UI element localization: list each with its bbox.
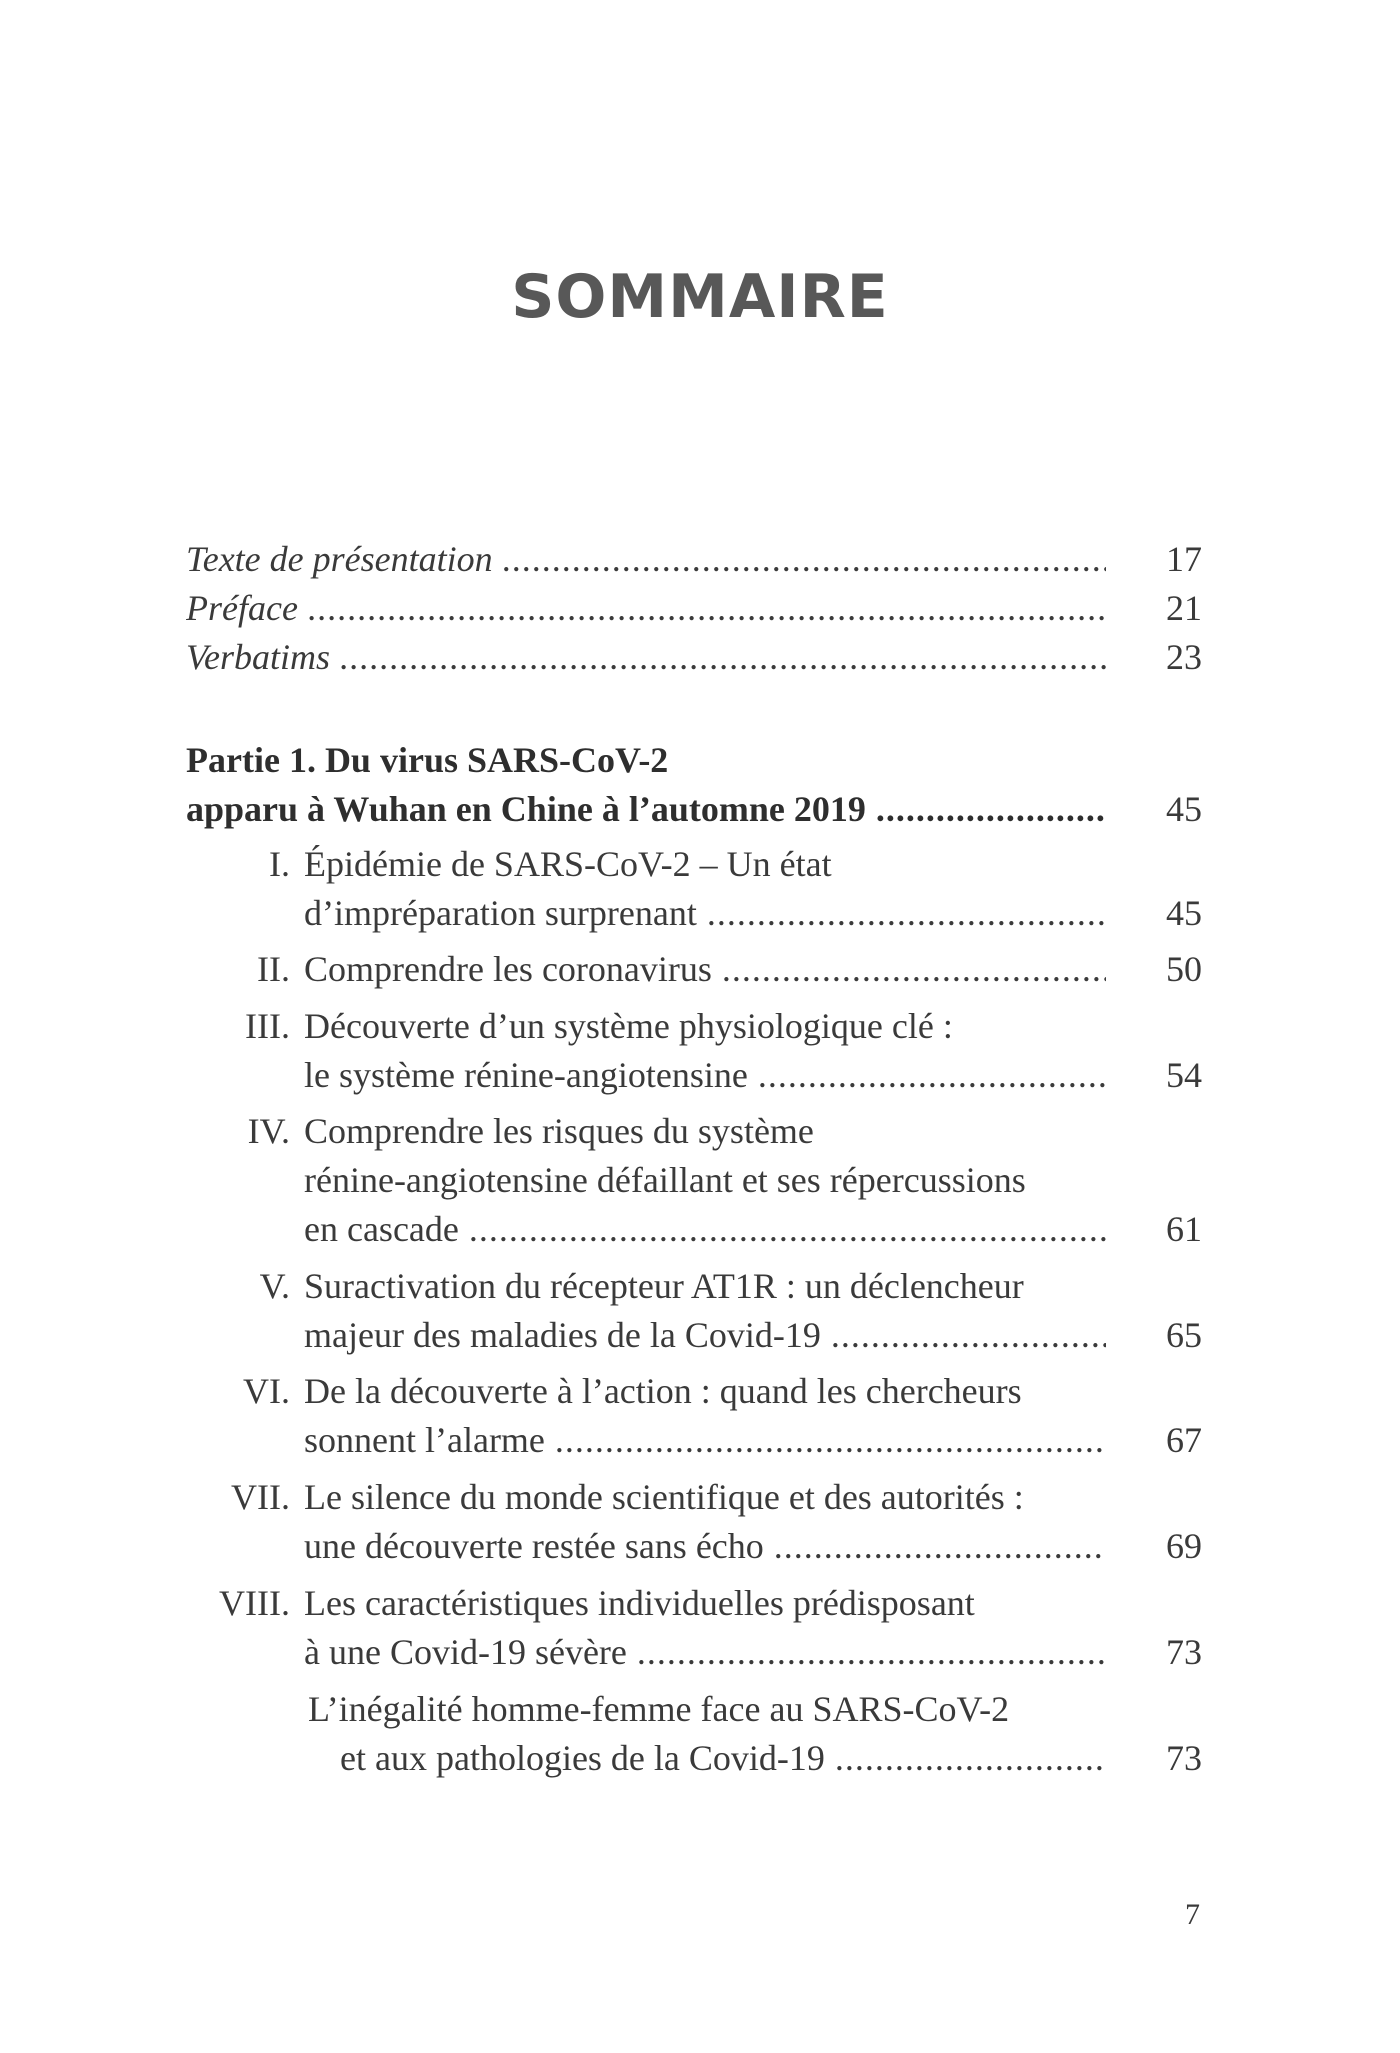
toc-page-number: 54	[1166, 1055, 1202, 1095]
chapter-title-line: Comprendre les risques du système	[304, 1111, 814, 1151]
toc-page-number: 17	[1166, 539, 1202, 579]
toc-entry-label: d’impréparation surprenant .....	[304, 888, 1106, 938]
toc-page-number: 23	[1166, 637, 1202, 677]
toc-entry-chapter-7[interactable]	[304, 1521, 1202, 1571]
toc-page-number: 61	[1166, 1209, 1202, 1249]
toc-entry-label: le système rénine-angiotensine .....	[304, 1050, 1106, 1100]
chapter-title-line: De la découverte à l’action : quand les chercheurs	[304, 1371, 1022, 1411]
page-title: SOMMAIRE	[511, 262, 889, 332]
toc-entry-label: et aux pathologies de la Covid-19 .....	[340, 1733, 1106, 1783]
toc-page-number: 21	[1166, 588, 1202, 628]
toc-entry-label: une découverte restée sans écho .....	[304, 1521, 1106, 1571]
toc-entry-label: Comprendre les coronavirus .....	[304, 944, 1106, 994]
toc-page-number: 45	[1166, 893, 1202, 933]
toc-page-number: 45	[1166, 789, 1202, 829]
chapter-title-line: Découverte d’un système physiologique clé :	[304, 1006, 953, 1046]
toc-page-number: 50	[1166, 949, 1202, 989]
toc-page-number: 73	[1166, 1738, 1202, 1778]
toc-page-number: 67	[1166, 1420, 1202, 1460]
chapter-title-line: Suractivation du récepteur AT1R : un déclencheur	[304, 1266, 1024, 1306]
subsection-title-line: L’inégalité homme-femme face au SARS-CoV-2	[308, 1689, 1010, 1729]
toc-entry-part-1[interactable]	[186, 784, 1202, 834]
toc-entry-preface[interactable]	[186, 583, 1202, 633]
chapter-title-line: Le silence du monde scientifique et des autorités :	[304, 1477, 1024, 1517]
toc-entry-chapter-8[interactable]	[304, 1627, 1202, 1677]
page-folio: 7	[1185, 1898, 1200, 1931]
toc-entry-verbatims[interactable]	[186, 632, 1202, 682]
chapter-numeral: V.	[259, 1266, 290, 1306]
toc-entry-label: apparu à Wuhan en Chine à l’automne 2019 .....	[186, 784, 1106, 834]
chapter-numeral: VIII.	[219, 1583, 290, 1623]
toc-entry-chapter-6[interactable]	[304, 1415, 1202, 1465]
toc-entry-label: Préface .....	[186, 583, 1106, 633]
toc-entry-chapter-5[interactable]	[304, 1310, 1202, 1360]
chapter-numeral: VII.	[231, 1477, 290, 1517]
chapter-title-line: rénine-angiotensine défaillant et ses répercussions	[304, 1160, 1026, 1200]
chapter-numeral: III.	[245, 1006, 290, 1046]
toc-entry-chapter-3[interactable]	[304, 1050, 1202, 1100]
toc-entry-label: en cascade .....	[304, 1204, 1106, 1254]
toc-entry-label: majeur des maladies de la Covid-19 .....	[304, 1310, 1106, 1360]
chapter-numeral: VI.	[243, 1371, 290, 1411]
chapter-numeral: IV.	[247, 1111, 290, 1151]
toc-page-number: 73	[1166, 1632, 1202, 1672]
toc-entry-label: Verbatims .....	[186, 632, 1106, 682]
toc-entry-label: Texte de présentation .....	[186, 534, 1106, 584]
toc-entry-subsection[interactable]	[340, 1733, 1202, 1783]
part-1-heading: Partie 1. Du virus SARS-CoV-2	[186, 740, 669, 780]
toc-page-number: 69	[1166, 1526, 1202, 1566]
toc-entry-label: sonnent l’alarme .....	[304, 1415, 1106, 1465]
toc-entry-chapter-1[interactable]	[304, 888, 1202, 938]
toc-entry-chapter-2[interactable]	[304, 944, 1202, 994]
chapter-title-line: Épidémie de SARS-CoV-2 – Un état	[304, 844, 832, 884]
toc-entry-label: à une Covid-19 sévère .....	[304, 1627, 1106, 1677]
toc-entry-presentation[interactable]	[186, 534, 1202, 584]
toc-entry-chapter-4[interactable]	[304, 1204, 1202, 1254]
toc-page-number: 65	[1166, 1315, 1202, 1355]
chapter-title-line: Les caractéristiques individuelles prédisposant	[304, 1583, 975, 1623]
chapter-numeral: II.	[257, 949, 290, 989]
chapter-numeral: I.	[269, 844, 290, 884]
